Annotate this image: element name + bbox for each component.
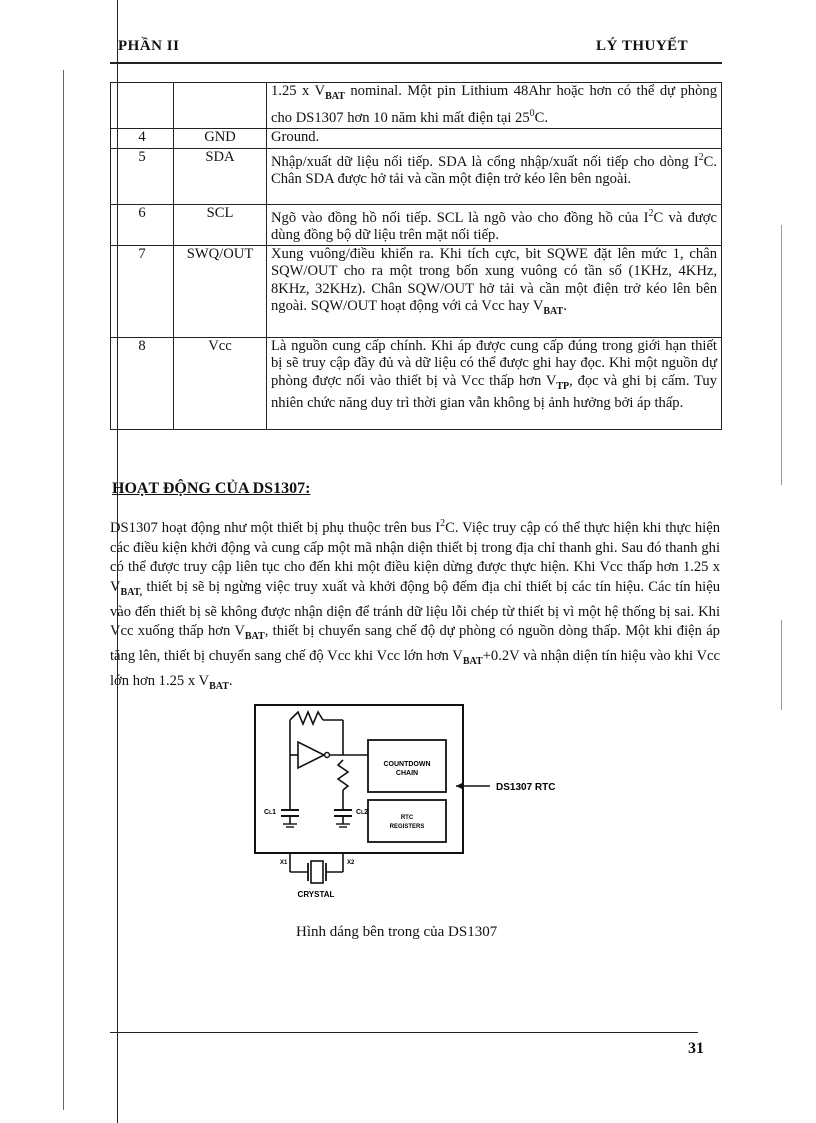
ds1307-rtc-label: DS1307 RTC [496,782,556,793]
page-number: 31 [688,1040,704,1057]
rtc-registers-block [368,800,446,842]
table-row [111,204,722,245]
capacitor-cl1-icon [281,810,299,827]
header-chapter-label: LÝ THUYẾT [596,38,689,54]
inverter-amplifier-icon [298,742,324,768]
table-row [111,245,722,337]
pin-description-cell: Là nguồn cung cấp chính. Khi áp được cung cấp đúng trong giới hạn thiết bị sẽ truy cập đầy đủ và dữ liệu có thể được ghi hay đọc. Khi một nguồn dự phòng được nối vào thiết bị và Vcc thấp hơn $V_{TP}$, đọc và ghi bị cấm. Tuy nhiên chức năng duy trì thời gian vẫn không bị ảnh hưởng bởi áp thấp. [267,337,722,429]
pin-name-cell: Vcc [174,337,267,429]
far-left-rule [63,70,64,1110]
table-row [111,128,722,148]
cap1-label: CL1 [264,809,277,816]
header-rule [110,62,722,64]
section-title: HOẠT ĐỘNG CỦA DS1307: [112,480,311,497]
pin-number-cell: 8 [111,337,174,429]
chip-outline [255,705,463,853]
body-paragraph: DS1307 hoạt động như một thiết bị phụ thuộc trên bus $I^2C$. Việc truy cập có thể thực hiện khi thực hiện các điều kiện khởi động và cung cấp một mã nhận diện thiết bị trong địa chỉ thanh ghi. Sau đó thanh ghi có thể được truy cập liên tục cho đến khi một điều kiện dừng được thực hiện. Khi Vcc thấp hơn 1.25 x $V_{BAT,}$ thiết bị sẽ bị ngừng việc truy xuất và khởi động bộ đếm địa chỉ thiết bị các tín hiệu. Các tín hiệu vào đến thiết bị sẽ không được nhận diện để tránh dữ liệu lỗi chép từ thiết bị vì một hệ thống bị sai. Khi Vcc xuống thấp hơn $V_{BAT}$, thiết bị chuyển sang chế độ dự phòng có nguồn dòng thấp. Một khi điện áp tăng lên, thiết bị chuyển sang chế độ Vcc khi Vcc lớn hơn $V_{BAT}+0.2V$ và nhận diện tín hiệu vào khi Vcc lớn hơn 1.25 x $V_{BAT}$. [110,518,721,692]
pin-description-table [110,82,722,430]
pin-description-cell: Ngõ vào đồng hồ nối tiếp. SCL là ngõ vào cho đồng hồ của $I^2C$ và được dùng đồng bộ dữ liệu trên mặt nối tiếp. [267,204,722,245]
pin-number-cell: 5 [111,148,174,204]
pin-name-cell: SDA [174,148,267,204]
pin-description-cell: Ground. [267,128,722,148]
x1-pin-label: X1 [280,860,288,866]
right-edge-mark-2 [781,620,782,710]
table-row [111,148,722,204]
pin-name-cell: GND [174,128,267,148]
crystal-icon [290,861,343,883]
chain-label: CHAIN [395,770,419,777]
pin-name-cell: SCL [174,204,267,245]
figure-caption: Hình dáng bên trong của DS1307 [296,924,498,940]
registers-label: REGISTERS [389,824,425,830]
feedback-resistor-icon [290,712,323,724]
ds1307-internal-diagram [250,700,590,910]
pin-description-cell: 1.25 x $V_{BAT}$ nominal. Một pin Lithium 48Ahr hoặc hơn có thể dự phòng cho DS1307 hơn 10 năm khi mất điện tại $25^0C$. [267,83,722,129]
footer-rule [110,1032,698,1033]
cap2-label: CL2 [356,809,369,816]
pin-number-cell: 7 [111,245,174,337]
header-section-label: PHẦN II [118,38,180,54]
x2-pin-label: X2 [347,860,355,866]
pin-name-cell [174,83,267,129]
pin-number-cell: 4 [111,128,174,148]
countdown-label: COUNTDOWN [383,761,431,768]
pin-number-cell: 6 [111,204,174,245]
bias-resistor-icon [338,760,348,790]
crystal-label: CRYSTAL [297,890,335,899]
pin-description-cell: Xung vuông/điều khiển ra. Khi tích cực, bit SQWE đặt lên mức 1, chân SQW/OUT cho ra một trong bốn xung vuông có tần số (1KHz, 4KHz, 8KHz, 32KHz). Chân SQW/OUT hở tải và cần một điện trở kéo lên bên ngoài. SQW/OUT hoạt động với cả Vcc hay $V_{BAT}$. [267,245,722,337]
pin-name-cell: SWQ/OUT [174,245,267,337]
capacitor-cl2-icon [334,810,352,827]
pin-description-cell: Nhập/xuất dữ liệu nối tiếp. SDA là cổng nhập/xuất nối tiếp cho dòng $I^2C$. Chân SDA được hở tải và cần một điện trở kéo lên bên ngoài. [267,148,722,204]
rtc-label: RTC [400,815,414,821]
right-edge-mark [781,225,782,485]
pin-number-cell [111,83,174,129]
table-row [111,83,722,129]
table-row [111,337,722,429]
